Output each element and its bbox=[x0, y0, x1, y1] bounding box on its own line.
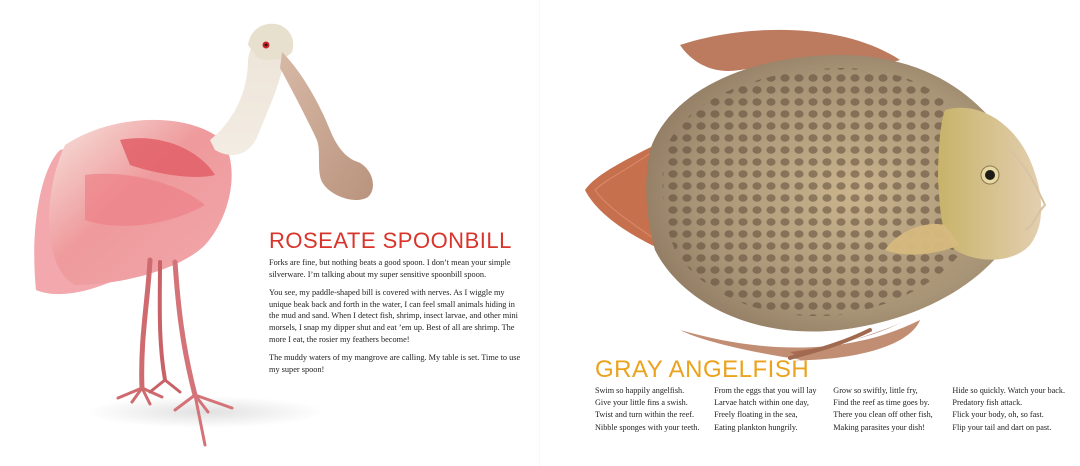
poem-line: There you clean off other fish, bbox=[833, 410, 933, 420]
angelfish-title: GRAY ANGELFISH bbox=[595, 356, 810, 383]
poem-stanza bbox=[833, 385, 944, 434]
poem-stanza bbox=[952, 385, 1065, 434]
poem-line: Give your little fins a swish. bbox=[595, 398, 688, 408]
poem-line: Grow so swiftly, little fry, bbox=[833, 386, 918, 395]
poem-stanza bbox=[714, 385, 825, 434]
poem-line: Hide so quickly. Watch your back. bbox=[952, 386, 1065, 395]
poem-line: Flick your body, oh, so fast. bbox=[952, 410, 1044, 420]
poem-line: Find the reef as time goes by. bbox=[833, 398, 930, 408]
angelfish-poem bbox=[595, 385, 1073, 434]
poem-line: Eating plankton hungrily. bbox=[714, 422, 798, 432]
poem-line: Making parasites your dish! bbox=[833, 422, 925, 432]
poem-line: Larvae hatch within one day, bbox=[714, 398, 809, 408]
spoonbill-paragraph: The muddy waters of my mangrove are calling. My table is set. Time to use my super spoon! bbox=[269, 353, 521, 374]
spoonbill-body bbox=[269, 257, 525, 382]
poem-line: Swim so happily angelfish. bbox=[595, 386, 685, 395]
poem-line: Predatory fish attack. bbox=[952, 398, 1023, 408]
spoonbill-paragraph: You see, my paddle-shaped bill is covered with nerves. As I wiggle my unique beak back and forth in the water, I can feel small animals hiding in the mud and sand. When I detect fish, shrimp, insect larvae, and other mini morsels, I snap my dipper shut and eat ’em up. Best of all are shrimp. The more I eat, the rosier my feathers become! bbox=[269, 288, 518, 344]
poem-line: Twist and turn within the reef. bbox=[595, 410, 695, 420]
poem-line: Freely floating in the sea, bbox=[714, 410, 798, 420]
spoonbill-paragraph: Forks are fine, but nothing beats a good spoon. I don’t mean your simple silverware. I’m talking about my super sensitive spoonbill spoon. bbox=[269, 258, 511, 279]
poem-line: Flip your tail and dart on past. bbox=[952, 422, 1052, 432]
spoonbill-title: ROSEATE SPOONBILL bbox=[269, 228, 512, 253]
poem-line: From the eggs that you will lay bbox=[714, 386, 817, 395]
poem-line: Nibble sponges with your teeth. bbox=[595, 422, 700, 432]
poem-stanza bbox=[595, 385, 706, 434]
right-page bbox=[540, 0, 1080, 466]
